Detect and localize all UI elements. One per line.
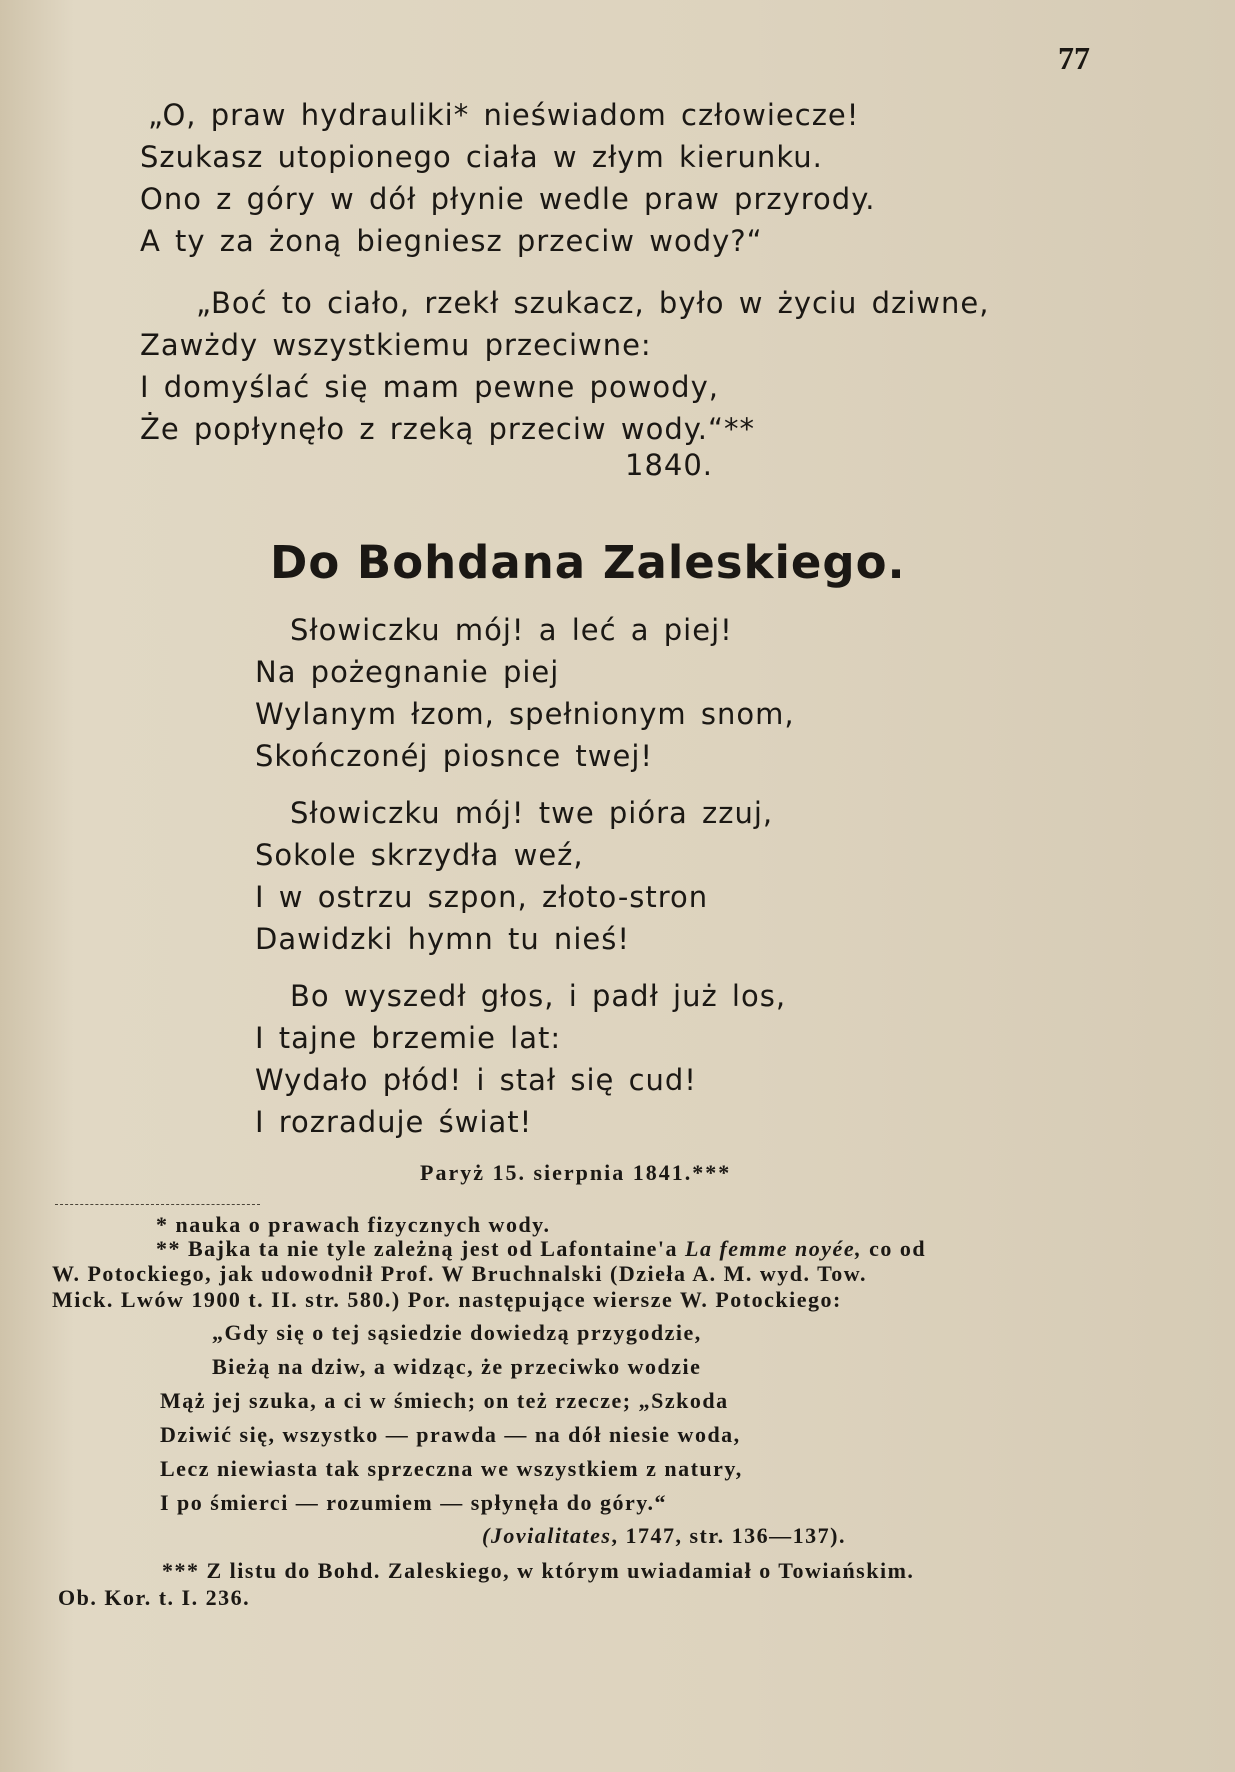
footnote-3-line-1: *** Z listu do Bohd. Zaleskiego, w którym uwiadamiał o Towiańskim. xyxy=(162,1558,915,1583)
verse-line: A ty za żoną biegniesz przeciw wody?“ xyxy=(140,224,763,258)
verse-line: Na pożegnanie piej xyxy=(255,655,560,689)
footnote-1: * nauka o prawach fizycznych wody. xyxy=(156,1212,551,1237)
poem-stanza-3 xyxy=(255,975,786,1143)
footnote-2-text: co od xyxy=(862,1236,927,1261)
poem-title: Do Bohdana Zaleskiego. xyxy=(270,536,906,589)
verse-line: Że popłynęło z rzeką przeciw wody.“** xyxy=(140,412,755,446)
footnote-divider xyxy=(55,1204,260,1205)
verse-line: I tajne brzemie lat: xyxy=(255,1021,562,1055)
book-title: La femme noyée, xyxy=(685,1236,863,1261)
footnote-2-line-1 xyxy=(156,1235,926,1263)
verse-line: „O, praw hydrauliki* nieświadom człowiecze! xyxy=(148,98,860,132)
signature: Paryż 15. sierpnia 1841.*** xyxy=(420,1160,732,1185)
verse-line: I w ostrzu szpon, złoto-stron xyxy=(255,880,709,914)
date: 1840. xyxy=(625,448,714,482)
verse-line: Zawżdy wszystkiemu przeciwne: xyxy=(140,328,652,362)
verse-line: „Boć to ciało, rzekł szukacz, było w życiu dziwne, xyxy=(196,286,990,320)
verse-line: Słowiczku mój! a leć a piej! xyxy=(290,613,733,647)
quote-source xyxy=(482,1522,846,1550)
footnote-2-line-2: W. Potockiego, jak udowodnił Prof. W Bruchnalski (Dzieła A. M. wyd. Tow. xyxy=(52,1261,867,1286)
poem-stanza-1 xyxy=(255,609,795,777)
quote-line: Mąż jej szuka, a ci w śmiech; on też rzecze; „Szkoda xyxy=(160,1388,729,1413)
verse-line: Dawidzki hymn tu nieś! xyxy=(255,922,630,956)
poem-stanza-2 xyxy=(255,792,773,960)
source-title: (Jovialitates xyxy=(482,1523,612,1548)
verse-line: I rozraduje świat! xyxy=(255,1105,533,1139)
verse-line: Szukasz utopionego ciała w złym kierunku. xyxy=(140,140,823,174)
quote-line: „Gdy się o tej sąsiedzie dowiedzą przygodzie, xyxy=(212,1320,702,1345)
stanza-1 xyxy=(140,94,875,262)
quote-line: Dziwić się, wszystko — prawda — na dół niesie woda, xyxy=(160,1422,741,1447)
verse-line: Sokole skrzydła weź, xyxy=(255,838,584,872)
quote-line: I po śmierci — rozumiem — spłynęła do góry.“ xyxy=(160,1490,668,1515)
quote-line: Lecz niewiasta tak sprzeczna we wszystkiem z natury, xyxy=(160,1456,743,1481)
source-detail: , 1747, str. 136—137). xyxy=(611,1523,846,1548)
verse-line: Skończonéj piosnce twej! xyxy=(255,739,654,773)
verse-line: Wylanym łzom, spełnionym snom, xyxy=(255,697,795,731)
verse-line: I domyślać się mam pewne powody, xyxy=(140,370,719,404)
footnote-2-text: ** Bajka ta nie tyle zależną jest od Lafontaine'a xyxy=(156,1236,686,1261)
stanza-2 xyxy=(140,282,989,450)
footnote-3-line-2: Ob. Kor. t. I. 236. xyxy=(58,1585,251,1610)
page-number: 77 xyxy=(1058,40,1090,76)
verse-line: Słowiczku mój! twe pióra zzuj, xyxy=(290,796,774,830)
footnote-quote xyxy=(160,1316,743,1520)
verse-line: Ono z góry w dół płynie wedle praw przyrody. xyxy=(140,182,876,216)
footnote-2-line-3: Mick. Lwów 1900 t. II. str. 580.) Por. następujące wiersze W. Potockiego: xyxy=(52,1287,842,1312)
verse-line: Wydało płód! i stał się cud! xyxy=(255,1063,697,1097)
quote-line: Bieżą na dziw, a widząc, że przeciwko wodzie xyxy=(212,1354,702,1379)
verse-line: Bo wyszedł głos, i padł już los, xyxy=(290,979,787,1013)
